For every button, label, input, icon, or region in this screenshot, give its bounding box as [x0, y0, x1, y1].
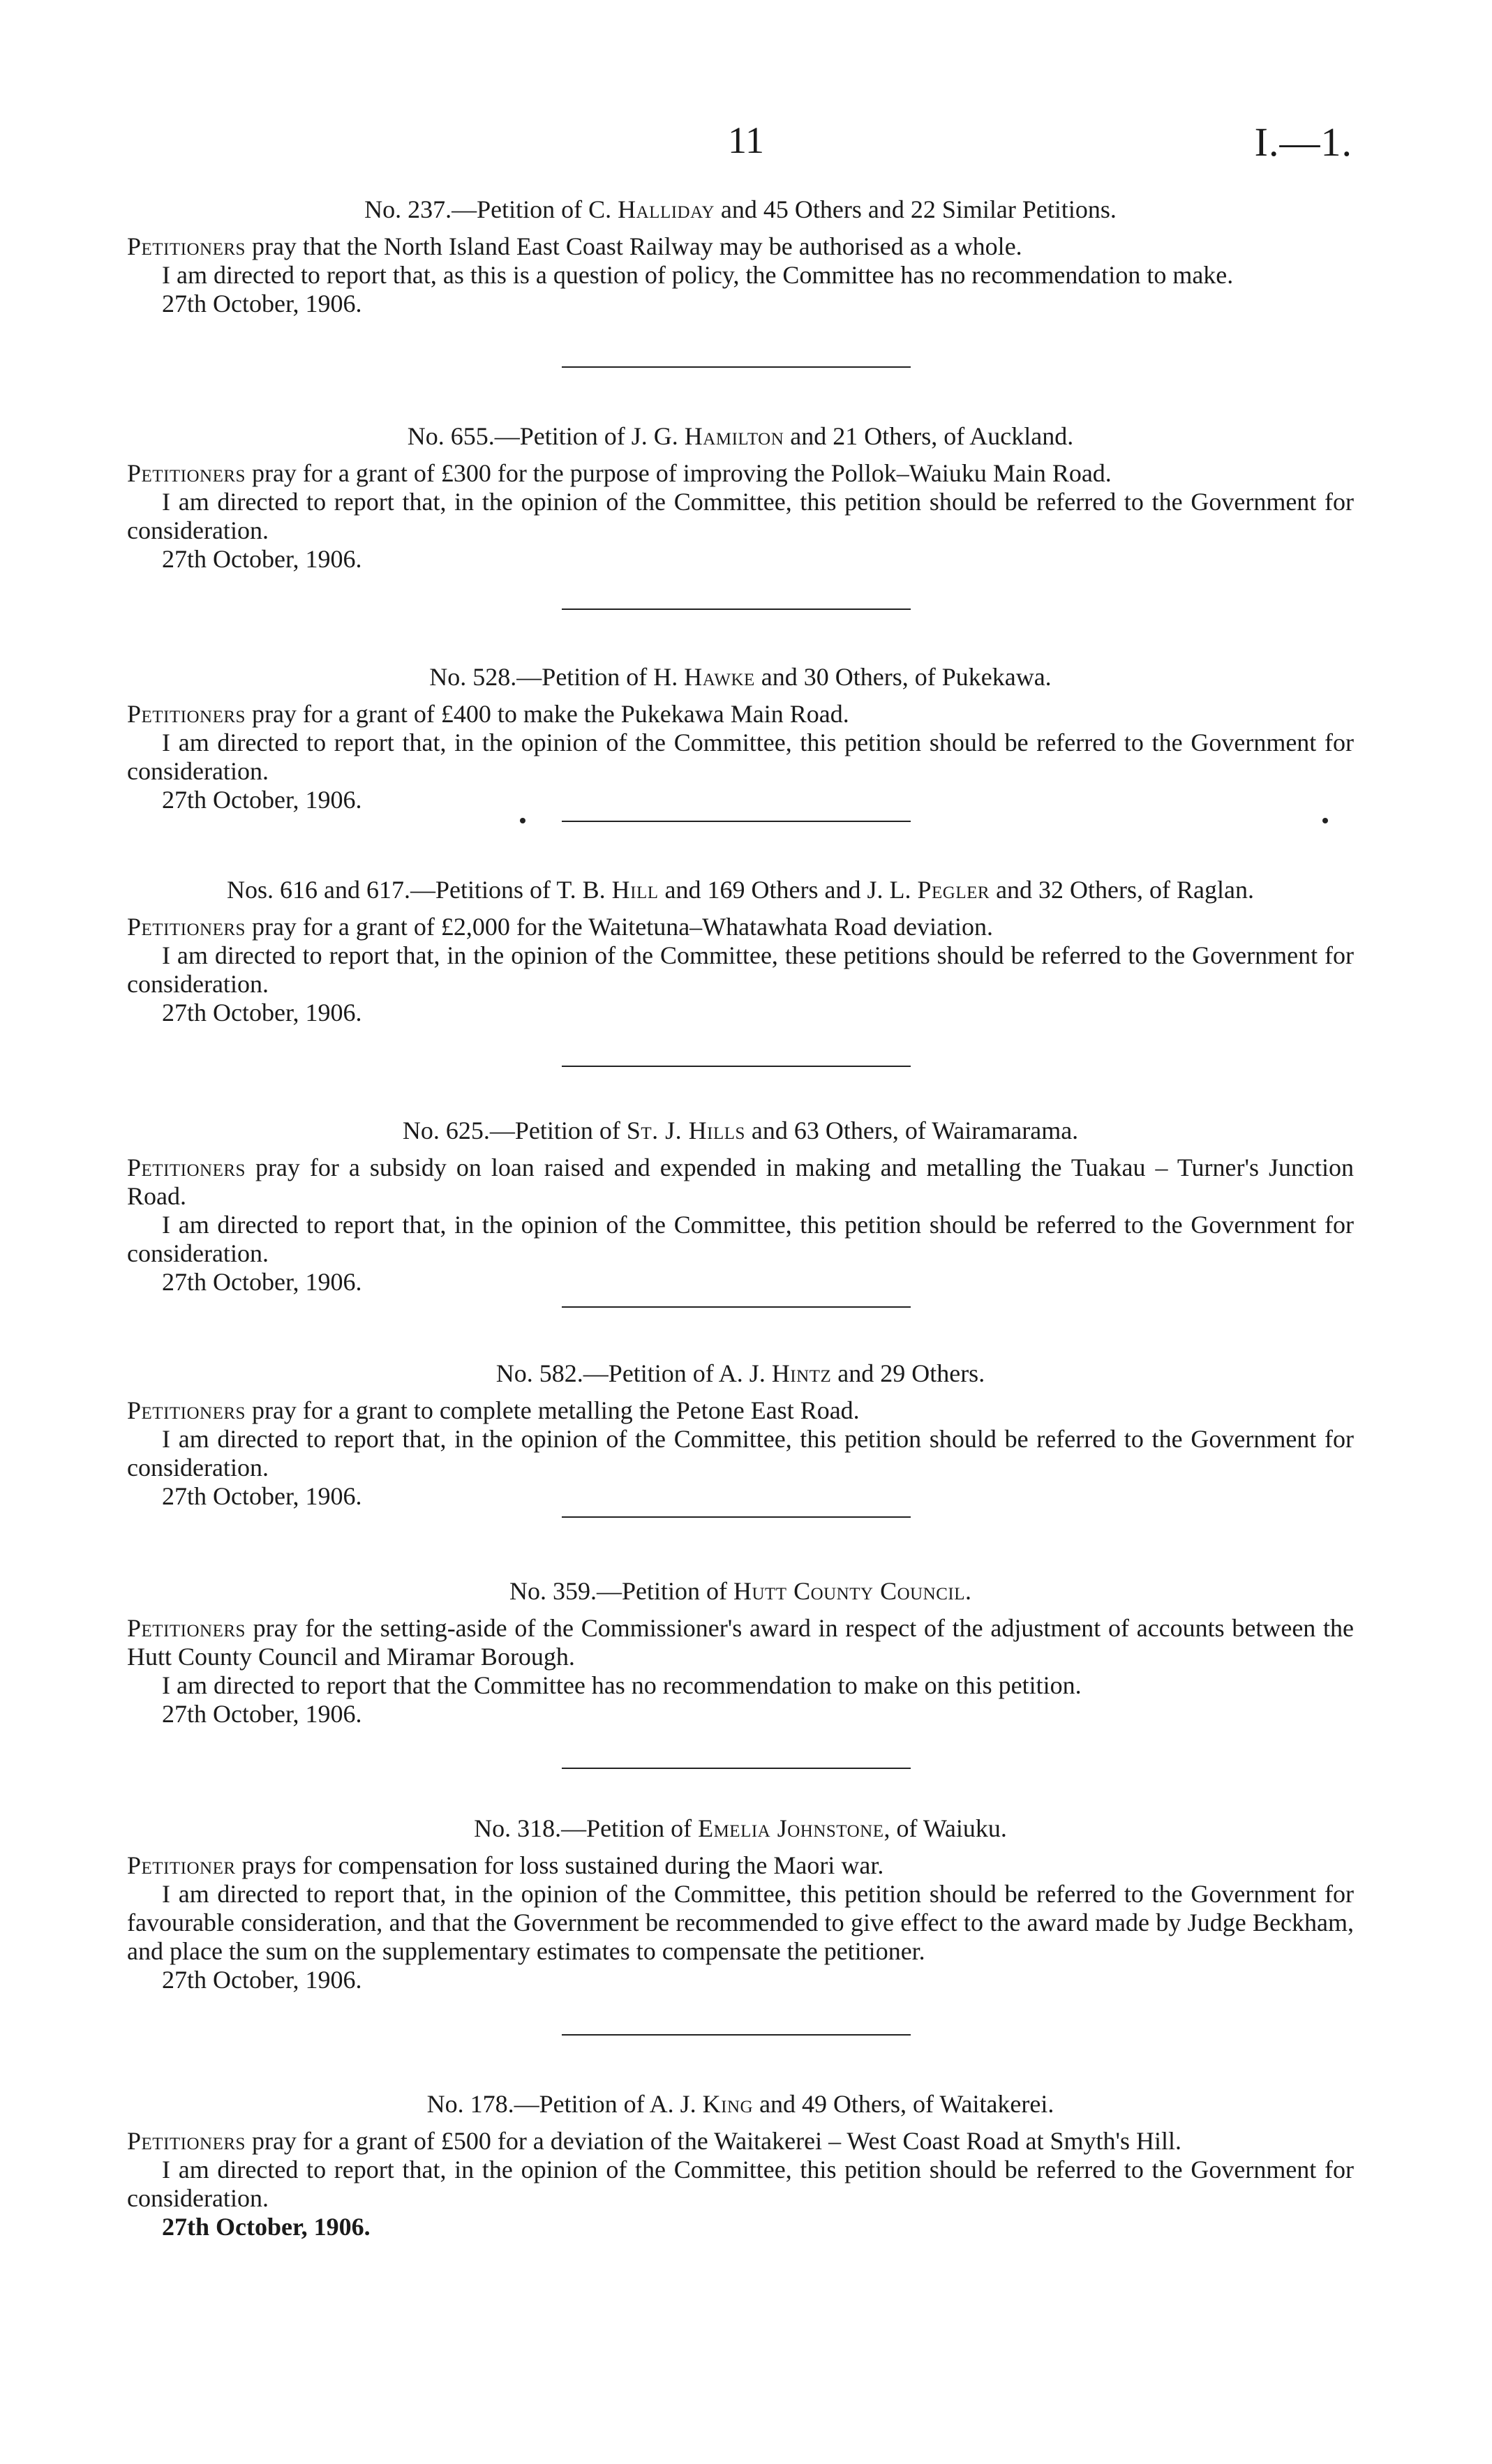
- petition-title: No. 528.—Petition of H. Hawke and 30 Others, of Pukekawa.: [429, 663, 1052, 691]
- petition-prayer: Petitioners pray for a grant of £400 to make the Pukekawa Main Road.: [127, 700, 849, 728]
- petition-prayer: Petitioners pray for the setting-aside of the Commissioner's award in respect of the adjustment of accounts between the Hutt County Council and Miramar Borough.: [127, 1614, 1354, 1671]
- petition-title: No. 318.—Petition of Emelia Johnstone, of Waiuku.: [474, 1814, 1007, 1842]
- committee-report: I am directed to report that, in the opinion of the Committee, this petition should be referred to the Government for consideration.: [127, 2156, 1354, 2212]
- print-speck: [520, 818, 525, 823]
- petition-entry: [127, 195, 1354, 318]
- section-divider: [562, 608, 911, 610]
- petition-prayer: Petitioners pray for a grant of £500 for a deviation of the Waitakerei – West Coast Road at Smyth's Hill.: [127, 2127, 1182, 2155]
- report-date: 27th October, 1906.: [162, 1482, 362, 1510]
- petition-entry: [127, 876, 1354, 1027]
- document-reference: I.—1.: [1254, 119, 1352, 165]
- petition-prayer: Petitioners pray that the North Island East Coast Railway may be authorised as a whole.: [127, 232, 1022, 260]
- committee-report: I am directed to report that, as this is a question of policy, the Committee has no recommendation to make.: [162, 261, 1234, 289]
- petition-title: Nos. 616 and 617.—Petitions of T. B. Hill and 169 Others and J. L. Pegler and 32 Others, of Raglan.: [227, 876, 1254, 904]
- petition-title: No. 625.—Petition of St. J. Hills and 63 Others, of Wairamarama.: [402, 1117, 1079, 1144]
- committee-report: I am directed to report that, in the opinion of the Committee, these petitions should be referred to the Government for consideration.: [127, 941, 1354, 998]
- petition-title: No. 178.—Petition of A. J. King and 49 Others, of Waitakerei.: [426, 2090, 1054, 2118]
- petition-title: No. 655.—Petition of J. G. Hamilton and 21 Others, of Auckland.: [407, 422, 1074, 450]
- petition-title: No. 582.—Petition of A. J. Hintz and 29 Others.: [495, 1359, 985, 1387]
- report-date: 27th October, 1906.: [162, 545, 362, 573]
- section-divider: [562, 821, 911, 822]
- report-date: 27th October, 1906.: [162, 999, 362, 1026]
- petition-entry: [127, 1814, 1354, 1994]
- committee-report: I am directed to report that, in the opinion of the Committee, this petition should be referred to the Government for consideration.: [127, 488, 1354, 544]
- petition-prayer: Petitioners pray for a subsidy on loan raised and expended in making and metalling the Tuakau – Turner's Junction Road.: [127, 1153, 1354, 1210]
- section-divider: [562, 366, 911, 368]
- section-divider: [562, 2034, 911, 2036]
- committee-report: I am directed to report that, in the opinion of the Committee, this petition should be referred to the Government for consideration.: [127, 729, 1354, 785]
- report-date: 27th October, 1906.: [162, 1966, 362, 1994]
- petition-prayer: Petitioners pray for a grant to complete metalling the Petone East Road.: [127, 1396, 860, 1424]
- petition-entry: [127, 1117, 1354, 1297]
- page-number: 11: [728, 119, 764, 161]
- print-speck: [1322, 818, 1328, 823]
- petition-entry: [127, 1577, 1354, 1728]
- section-divider: [562, 1516, 911, 1518]
- section-divider: [562, 1066, 911, 1067]
- petition-prayer: Petitioners pray for a grant of £300 for the purpose of improving the Pollok–Waiuku Main Road.: [127, 459, 1112, 487]
- petition-prayer: Petitioners pray for a grant of £2,000 for the Waitetuna–Whatawhata Road deviation.: [127, 913, 994, 941]
- petition-title: No. 359.—Petition of Hutt County Council.: [509, 1577, 972, 1605]
- report-date: 27th October, 1906.: [162, 2213, 371, 2241]
- report-date: 27th October, 1906.: [162, 290, 362, 318]
- committee-report: I am directed to report that, in the opinion of the Committee, this petition should be referred to the Government for consideration.: [127, 1425, 1354, 1481]
- petition-entry: [127, 422, 1354, 574]
- committee-report: I am directed to report that the Committee has no recommendation to make on this petition.: [162, 1671, 1082, 1699]
- report-date: 27th October, 1906.: [162, 786, 362, 814]
- petition-prayer: Petitioner prays for compensation for loss sustained during the Maori war.: [127, 1851, 884, 1879]
- report-date: 27th October, 1906.: [162, 1268, 362, 1296]
- petition-entry: [127, 1359, 1354, 1511]
- report-date: 27th October, 1906.: [162, 1700, 362, 1728]
- committee-report: I am directed to report that, in the opinion of the Committee, this petition should be referred to the Government for favourable consideration, and that the Government be recommended to give effect to the award made by Judge Beckham, and place the sum on the supplementary estimates to compensate the petitioner.: [127, 1880, 1354, 1965]
- committee-report: I am directed to report that, in the opinion of the Committee, this petition should be referred to the Government for consideration.: [127, 1211, 1354, 1267]
- petition-title: No. 237.—Petition of C. Halliday and 45 Others and 22 Similar Petitions.: [364, 195, 1117, 223]
- section-divider: [562, 1306, 911, 1308]
- page-header: [0, 119, 1492, 167]
- section-divider: [562, 1768, 911, 1769]
- petition-entry: [127, 2090, 1354, 2241]
- petition-entry: [127, 663, 1354, 814]
